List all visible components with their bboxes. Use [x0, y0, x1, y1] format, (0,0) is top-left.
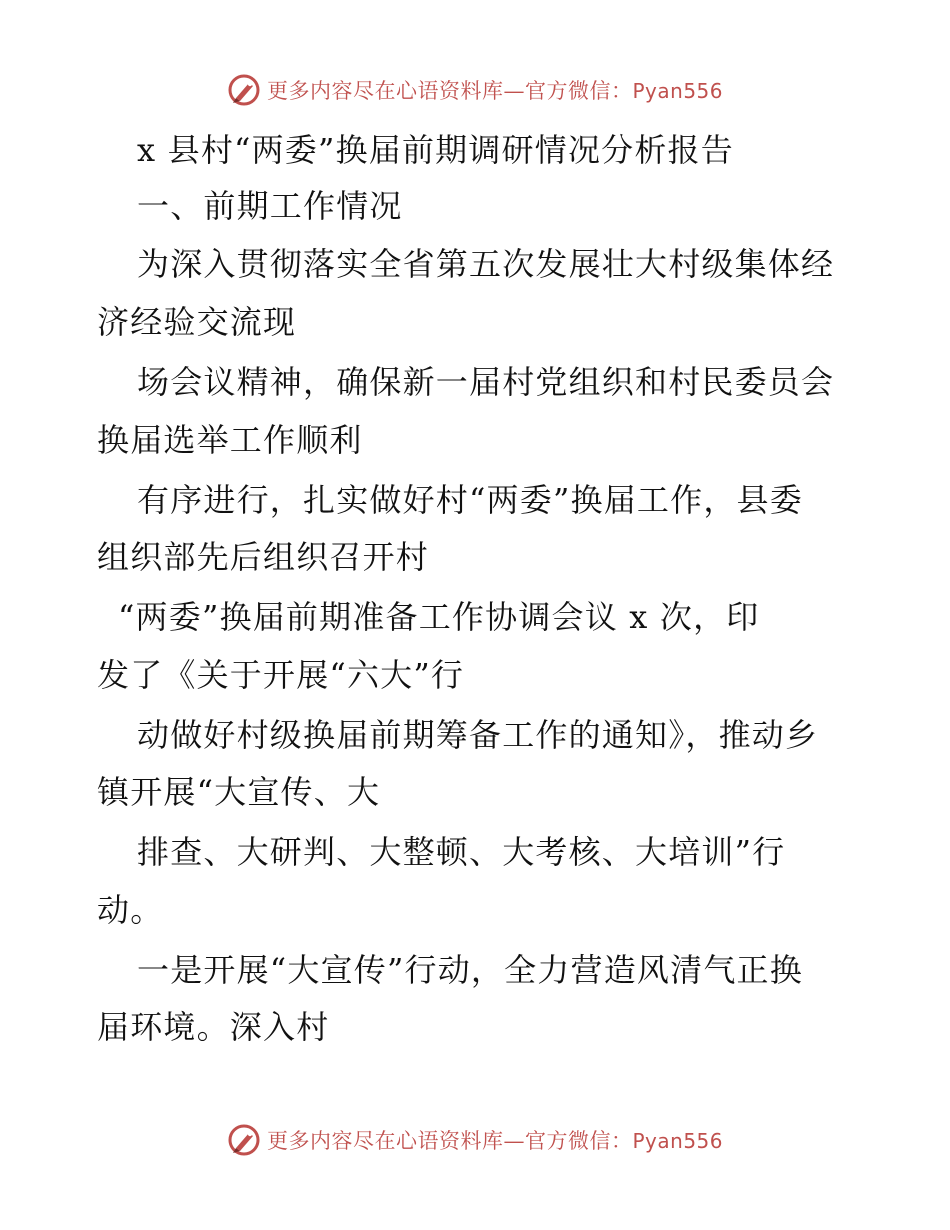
footer-watermark — [0, 1118, 950, 1162]
pen-nib-circle-icon — [227, 1123, 261, 1157]
paragraph-line: 排查、大研判、大整顿、大考核、大培训”行 — [137, 833, 786, 871]
paragraph-line: 有序进行，扎实做好村“两委”换届工作，县委 — [137, 481, 803, 519]
paragraph-line: 发了《关于开展“六大”行 — [97, 656, 465, 694]
paragraph-line: 动做好村级换届前期筹备工作的通知》，推动乡 — [137, 716, 819, 754]
paragraph-line: 组织部先后组织召开村 — [97, 538, 430, 576]
paragraph-line: 场会议精神，确保新一届村党组织和村民委员会 — [137, 363, 835, 401]
section-heading: 一、前期工作情况 — [137, 187, 403, 225]
paragraph-line: “两委”换届前期准备工作协调会议 x 次，印 — [118, 598, 760, 636]
paragraph-line: 镇开展“大宣传、大 — [97, 773, 381, 811]
paragraph-line: 济经验交流现 — [97, 303, 297, 341]
document-title: x 县村“两委”换届前期调研情况分析报告 — [137, 131, 734, 169]
paragraph-line: 动。 — [97, 891, 164, 929]
paragraph-line: 换届选举工作顺利 — [97, 421, 363, 459]
paragraph-line: 一是开展“大宣传”行动，全力营造风清气正换 — [137, 951, 803, 989]
paragraph-line: 届环境。深入村 — [97, 1008, 330, 1046]
paragraph-line: 为深入贯彻落实全省第五次发展壮大村级集体经 — [137, 245, 835, 283]
watermark-text: 更多内容尽在心语资料库—官方微信：Pyan556 — [266, 1129, 723, 1153]
watermark-text: 更多内容尽在心语资料库—官方微信：Pyan556 — [266, 79, 723, 103]
